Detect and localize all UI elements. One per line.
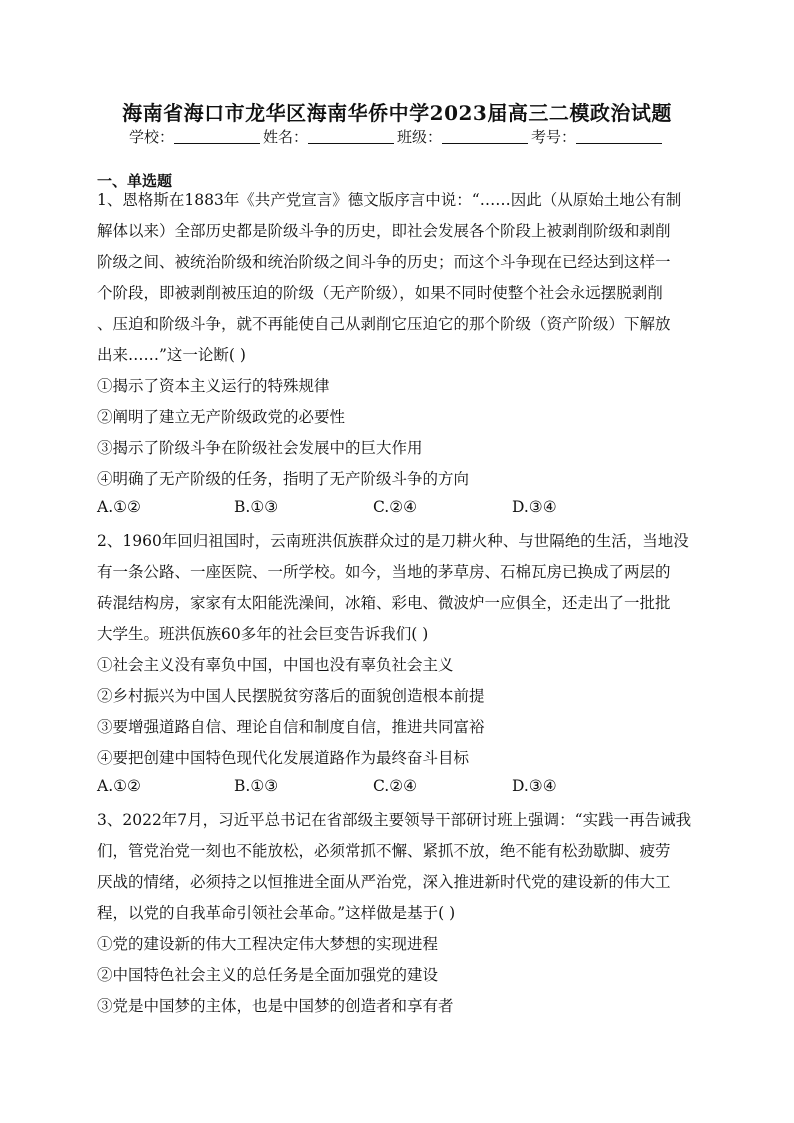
name-blank[interactable] [308,129,394,144]
page-title: 海南省海口市龙华区海南华侨中学2023届高三二模政治试题 [122,101,672,125]
statement-option: ①社会主义没有辜负中国，中国也没有辜负社会主义 [97,656,454,674]
question-text-line: 们，管党治党一刻也不能放松，必须常抓不懈、紧抓不放，绝不能有松劲歇脚、疲劳 [97,842,671,860]
question-text-line: 1、恩格斯在1883年《共产党宣言》德文版序言中说：“……因此（从原始土地公有制 [97,191,682,209]
statement-option: ②乡村振兴为中国人民摆脱贫穷落后的面貌创造根本前提 [97,687,485,705]
question-text-line: 出来……”这一论断( ) [97,346,246,364]
class-label: 班级： [397,128,443,146]
student-info-line [0,126,794,147]
answer-choice-b[interactable]: B.①③ [234,777,279,795]
section-heading: 一、单选题 [97,172,173,190]
question-text-line: 、压迫和阶级斗争，就不再能使自己从剥削它压迫它的那个阶级（资产阶级）下解放 [97,315,671,333]
question-text-line: 有一条公路、一座医院、一所学校。如今，当地的茅草房、石棉瓦房已换成了两层的 [97,563,671,581]
statement-option: ①揭示了资本主义运行的特殊规律 [97,377,330,395]
name-label: 姓名： [262,128,308,146]
class-blank[interactable] [442,129,528,144]
question-text-line: 程，以党的自我革命引领社会革命。”这样做是基于( ) [97,904,456,922]
statement-option: ④要把创建中国特色现代化发展道路作为最终奋斗目标 [97,749,470,767]
question-text-line: 个阶段，即被剥削被压迫的阶级（无产阶级），如果不同时使整个社会永远摆脱剥削 [97,284,663,302]
school-label: 学校： [128,128,174,146]
answer-choice-a[interactable]: A.①② [97,777,141,795]
question-text-line: 2、1960年回归祖国时，云南班洪佤族群众过的是刀耕火种、与世隔绝的生活，当地没 [97,532,689,550]
statement-option: ④明确了无产阶级的任务，指明了无产阶级斗争的方向 [97,470,470,488]
statement-option: ①党的建设新的伟大工程决定伟大梦想的实现进程 [97,935,439,953]
statement-option: ③党是中国梦的主体，也是中国梦的创造者和享有者 [97,997,454,1015]
answer-choice-c[interactable]: C.②④ [373,498,418,516]
statement-option: ③要增强道路自信、理论自信和制度自信，推进共同富裕 [97,718,485,736]
question-text-line: 解体以来）全部历史都是阶级斗争的历史，即社会发展各个阶段上被剥削阶级和剥削 [97,222,671,240]
question-text-line: 砖混结构房，家家有太阳能洗澡间，冰箱、彩电、微波炉一应俱全，还走出了一批批 [97,594,671,612]
question-text-line: 阶级之间、被统治阶级和统治阶级之间斗争的历史；而这个斗争现在已经达到这样一 [97,253,671,271]
statement-option: ③揭示了阶级斗争在阶级社会发展中的巨大作用 [97,439,423,457]
question-text-line: 3、2022年7月，习近平总书记在省部级主要领导干部研讨班上强调：“实践一再告诫我 [97,811,692,829]
answer-choice-c[interactable]: C.②④ [373,777,418,795]
statement-option: ②阐明了建立无产阶级政党的必要性 [97,408,346,426]
school-blank[interactable] [174,129,260,144]
answer-choice-d[interactable]: D.③④ [512,498,557,516]
statement-option: ②中国特色社会主义的总任务是全面加强党的建设 [97,966,439,984]
answer-choice-a[interactable]: A.①② [97,498,141,516]
question-text-line: 厌战的情绪，必须持之以恒推进全面从严治党，深入推进新时代党的建设新的伟大工 [97,873,671,891]
number-blank[interactable] [576,129,662,144]
question-text-line: 大学生。班洪佤族60多年的社会巨变告诉我们( ) [97,625,429,643]
answer-choice-d[interactable]: D.③④ [512,777,557,795]
number-label: 考号： [531,128,577,146]
answer-choice-b[interactable]: B.①③ [234,498,279,516]
